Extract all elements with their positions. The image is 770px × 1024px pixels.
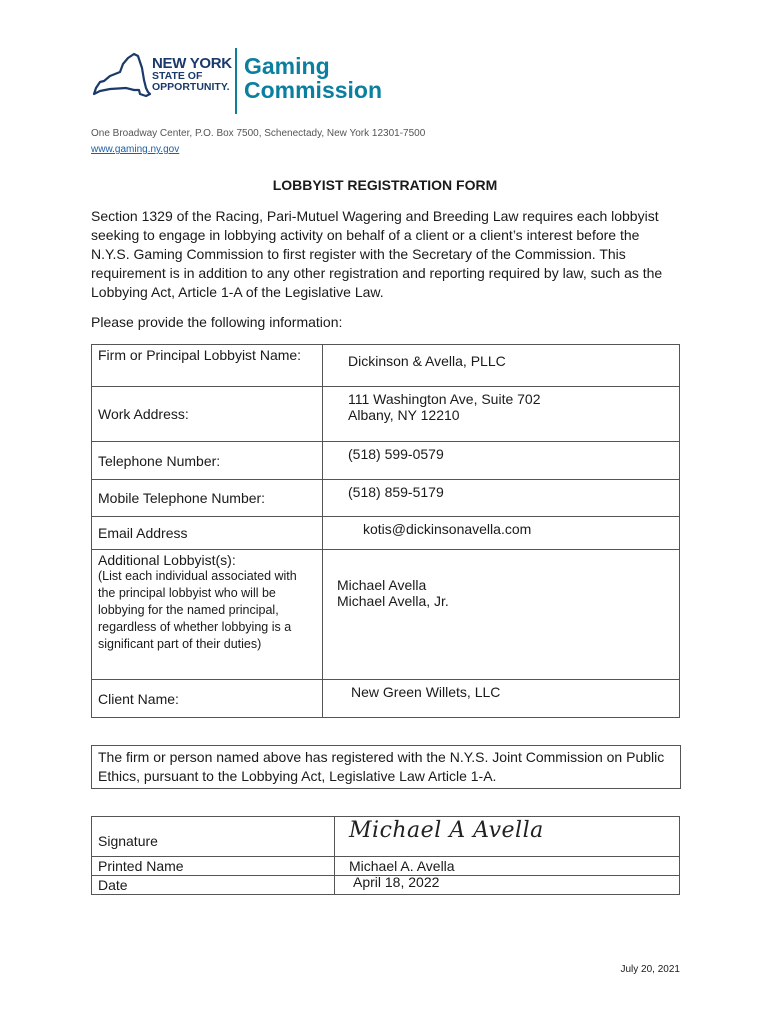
firm-value-text: Dickinson & Avella, PLLC bbox=[348, 353, 506, 369]
phone-value[interactable] bbox=[323, 442, 680, 480]
revision-date: July 20, 2021 bbox=[620, 964, 680, 975]
additional-lobbyists-label bbox=[92, 550, 323, 680]
date-value-text: April 18, 2022 bbox=[353, 874, 440, 890]
address-line2: Albany, NY 12210 bbox=[348, 407, 460, 423]
office-address: One Broadway Center, P.O. Box 7500, Schenectady, New York 12301-7500 bbox=[91, 128, 426, 139]
additional-lobbyists-value[interactable] bbox=[323, 550, 680, 680]
address-value[interactable] bbox=[323, 387, 680, 442]
ny-line1: NEW YORK bbox=[152, 55, 232, 72]
date-label: Date bbox=[92, 876, 335, 895]
table-row bbox=[92, 550, 680, 680]
registration-table bbox=[91, 344, 680, 718]
address-label: Work Address: bbox=[92, 387, 323, 442]
printed-name-label bbox=[92, 857, 335, 876]
handwritten-signature: Michael A Avella bbox=[349, 818, 544, 843]
table-row bbox=[92, 387, 680, 442]
table-row bbox=[92, 517, 680, 550]
table-row bbox=[92, 442, 680, 480]
email-value[interactable] bbox=[323, 517, 680, 550]
logo bbox=[90, 46, 390, 116]
gc-line1: Gaming bbox=[244, 53, 330, 79]
gc-line2: Commission bbox=[244, 77, 383, 103]
mobile-label: Mobile Telephone Number: bbox=[92, 480, 323, 517]
signature-table bbox=[91, 816, 680, 895]
ethics-statement: The firm or person named above has registered with the N.Y.S. Joint Commission on Public Ethics, pursuant to the Lobbying Act, Legislative Law Article 1-A. bbox=[91, 745, 681, 789]
additional-label-text: Additional Lobbyist(s): bbox=[98, 552, 236, 568]
client-value-text: New Green Willets, LLC bbox=[351, 684, 501, 700]
date-field[interactable] bbox=[335, 876, 680, 895]
firm-value[interactable] bbox=[323, 345, 680, 387]
new-york-state-map-icon bbox=[90, 52, 152, 102]
printed-label-text: Printed Name bbox=[98, 858, 184, 874]
ny-line3: OPPORTUNITY. bbox=[152, 81, 230, 93]
instructions: Please provide the following information: bbox=[91, 314, 343, 330]
printed-name-field[interactable] bbox=[335, 857, 680, 876]
ny-line2: STATE OF bbox=[152, 70, 203, 82]
phone-value-text: (518) 599-0579 bbox=[348, 446, 444, 462]
printed-value-text: Michael A. Avella bbox=[349, 858, 455, 874]
logo-divider bbox=[235, 48, 237, 114]
signature-field[interactable] bbox=[335, 817, 680, 857]
gaming-commission-wordmark bbox=[244, 54, 382, 102]
additional-value1: Michael Avella bbox=[337, 576, 427, 593]
table-row bbox=[92, 680, 680, 718]
table-row bbox=[92, 876, 680, 895]
ny-wordmark bbox=[152, 56, 232, 93]
table-row bbox=[92, 345, 680, 387]
website-link[interactable]: www.gaming.ny.gov bbox=[91, 144, 180, 155]
table-row bbox=[92, 857, 680, 876]
mobile-value-text: (518) 859-5179 bbox=[348, 484, 444, 500]
client-value[interactable] bbox=[323, 680, 680, 718]
page-title: LOBBYIST REGISTRATION FORM bbox=[272, 177, 498, 193]
intro-paragraph: Section 1329 of the Racing, Pari-Mutuel Wagering and Breeding Law requires each lobbyist seeking to engage in lobbying activity on behalf of a client or a client’s interest before the N.Y.S. Gaming Commission to first register with the Secretary of the Commission. This requirement is in addition to any other registration and reporting required by law, such as the Lobbying Act, Article 1-A of the Legislative Law. bbox=[91, 208, 663, 300]
phone-label: Telephone Number: bbox=[92, 442, 323, 480]
mobile-value[interactable] bbox=[323, 480, 680, 517]
table-row bbox=[92, 480, 680, 517]
email-value-text: kotis@dickinsonavella.com bbox=[363, 521, 532, 537]
address-line1: 111 Washington Ave, Suite 702 bbox=[348, 391, 541, 407]
table-row bbox=[92, 817, 680, 857]
additional-value2: Michael Avella, Jr. bbox=[337, 592, 449, 609]
email-label: Email Address bbox=[92, 517, 323, 550]
firm-label: Firm or Principal Lobbyist Name: bbox=[92, 345, 323, 387]
additional-note: (List each individual associated with the principal lobbyist who will be lobbying for the named principal, regardless of whether lobbying is a significant part of their duties) bbox=[98, 569, 297, 651]
signature-label: Signature bbox=[92, 817, 335, 857]
client-label: Client Name: bbox=[92, 680, 323, 718]
